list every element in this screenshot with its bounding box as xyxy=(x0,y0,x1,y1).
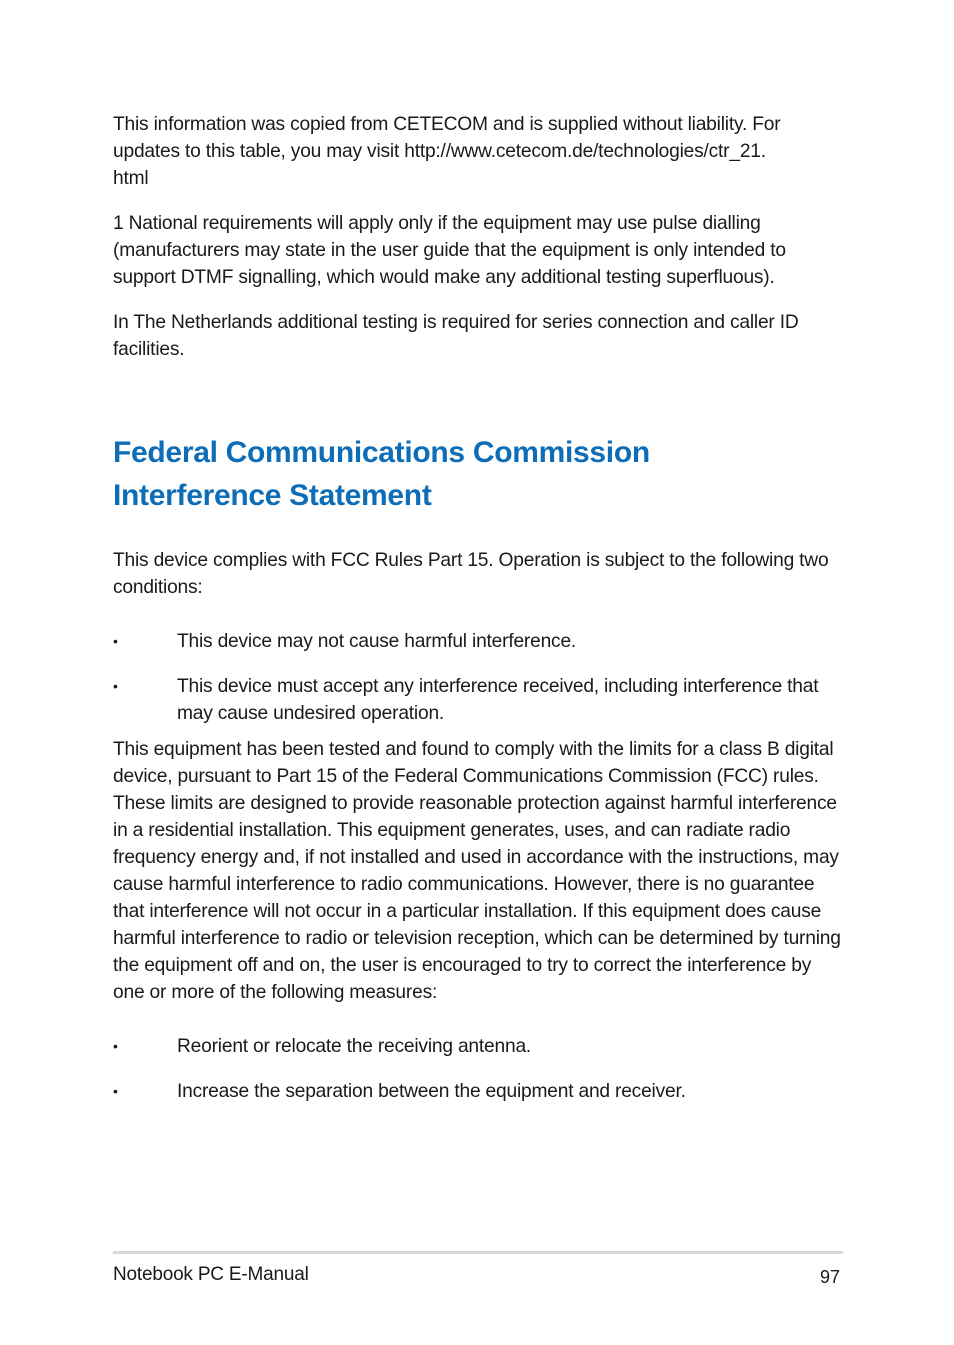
list-item xyxy=(113,1078,843,1105)
condition-text: This device may not cause harmful interference. xyxy=(177,631,577,652)
bullet-icon: • xyxy=(113,1038,118,1054)
cetecom-line-1: This information was copied from CETECOM and is supplied without liability. For xyxy=(113,114,781,135)
cetecom-paragraph xyxy=(113,111,843,192)
measure-text: Increase the separation between the equipment and receiver. xyxy=(177,1081,686,1102)
measures-list xyxy=(113,1033,843,1105)
bullet-icon: • xyxy=(113,633,118,649)
condition-text: This device must accept any interference received, including interference that may cause undesired operation. xyxy=(177,676,819,724)
list-item xyxy=(113,673,843,727)
page-number: 97 xyxy=(819,1267,840,1287)
conditions-list xyxy=(113,628,843,727)
list-item xyxy=(113,628,843,655)
footer-divider xyxy=(113,1251,843,1254)
section-heading: Federal Communications Commission Interference Statement xyxy=(113,436,650,512)
compliance-paragraph: This device complies with FCC Rules Part 15. Operation is subject to the following two conditions: xyxy=(113,550,829,598)
netherlands-paragraph: In The Netherlands additional testing is required for series connection and caller ID facilities. xyxy=(113,312,799,360)
page-content xyxy=(113,111,843,1105)
national-requirements-paragraph: 1 National requirements will apply only if the equipment may use pulse dialling (manufacturers may state in the user guide that the equipment is only intended to support DTMF signalling, which would make any additional testing superfluous). xyxy=(113,213,786,288)
list-item xyxy=(113,1033,843,1060)
bullet-icon: • xyxy=(113,678,118,694)
footer-title: Notebook PC E-Manual xyxy=(113,1264,309,1285)
measure-text: Reorient or relocate the receiving antenna. xyxy=(177,1036,532,1057)
testing-paragraph: This equipment has been tested and found to comply with the limits for a class B digital device, pursuant to Part 15 of the Federal Communications Commission (FCC) rules. These limits are designed to provide reasonable protection against harmful interference in a residential installation. This equipment generates, uses, and can radiate radio frequency energy and, if not installed and used in accordance with the instructions, may cause harmful interference to radio communications. However, there is no guarantee that interference will not occur in a particular installation. If this equipment does cause harmful interference to radio or television reception, which can be determined by turning the equipment off and on, the user is encouraged to try to correct the interference by one or more of the following measures: xyxy=(113,739,841,1003)
cetecom-line-2: updates to this table, you may visit http://www.cetecom.de/technologies/ctr_21. xyxy=(113,141,766,162)
bullet-icon: • xyxy=(113,1083,118,1099)
cetecom-line-3: html xyxy=(113,168,149,189)
